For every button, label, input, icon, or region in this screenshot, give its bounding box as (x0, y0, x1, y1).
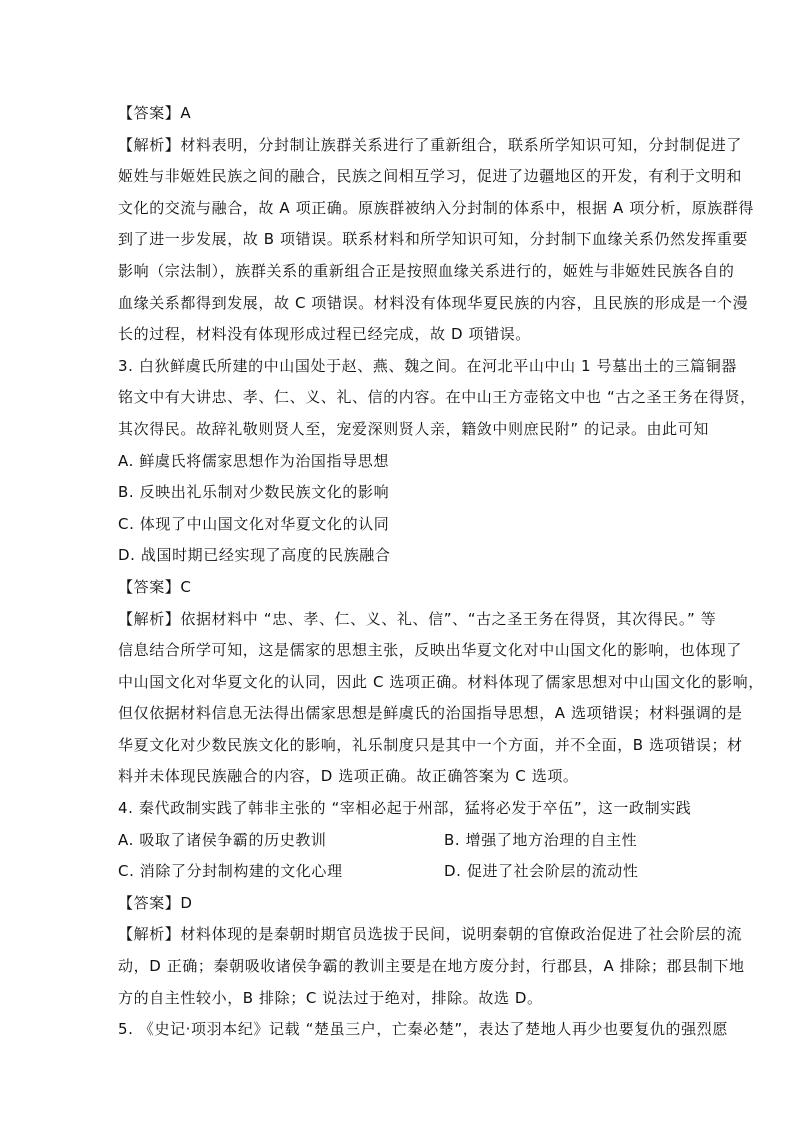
document-page (118, 98, 764, 1046)
q4-options-row-1 (118, 825, 678, 857)
q2-analysis-line-3: 文化的交流与融合，故 A 项正确。原族群被纳入分封制的体系中，根据 A 项分析，原族群得 (118, 198, 754, 217)
q4-analysis-line-1: 【解析】材料体现的是秦朝时期官员选拔于民间，说明秦朝的官僚政治促进了社会阶层的流 (118, 925, 743, 944)
q4-options-row-2 (118, 856, 678, 888)
q3-option-c: C. 体现了中山国文化对华夏文化的认同 (118, 514, 390, 533)
q4-stem: 4. 秦代政制实践了韩非主张的 “宰相必起于州部，猛将必发于卒伍”，这一政制实践 (118, 799, 692, 818)
q3-analysis-line-5: 华夏文化对少数民族文化的影响，礼乐制度只是其中一个方面，并不全面，B 选项错误；材 (118, 735, 743, 754)
q3-analysis-line-6: 料并未体现民族融合的内容，D 选项正确。故正确答案为 C 选项。 (118, 767, 579, 786)
q4-analysis-line-2: 动，D 正确；秦朝吸收诸侯争霸的教训主要是在地方废分封，行郡县，A 排除；郡县制下地 (118, 957, 745, 976)
q2-block (118, 98, 754, 351)
q3-analysis-line-1: 【解析】依据材料中 “忠、孝、仁、义、礼、信”、“古之圣王务在得贤，其次得民。” 等 (118, 609, 717, 628)
q3-analysis-line-3: 中山国文化对华夏文化的认同，因此 C 选项正确。材料体现了儒家思想对中山国文化的影响， (118, 672, 764, 691)
q4-block (118, 793, 745, 1014)
q2-answer: 【答案】A (118, 104, 192, 122)
q2-analysis-line-4: 到了进一步发展，故 B 项错误。联系材料和所学知识可知，分封制下血缘关系仍然发挥重要 (118, 230, 749, 249)
q3-option-b: B. 反映出礼乐制对少数民族文化的影响 (118, 483, 390, 502)
q2-analysis-line-2: 姬姓与非姬姓民族之间的融合，民族之间相互学习，促进了边疆地区的开发，有利于文明和 (118, 167, 743, 186)
q3-answer: 【答案】C (118, 577, 192, 596)
q2-analysis-line-7: 长的过程，材料没有体现形成过程已经完成，故 D 项错误。 (118, 325, 531, 344)
q3-analysis-line-2: 信息结合所学可知，这是儒家的思想主张，反映出华夏文化对中山国文化的影响，也体现了 (118, 641, 743, 660)
q3-option-d: D. 战国时期已经实现了高度的民族融合 (118, 546, 391, 565)
q2-analysis-line-6: 血缘关系都得到发展，故 C 项错误。材料没有体现华夏民族的内容，且民族的形成是一个漫 (118, 293, 749, 312)
q5-stem: 5. 《史记·项羽本纪》记载 “楚虽三户，亡秦必楚”，表达了楚地人再少也要复仇的强烈愿 (118, 1020, 728, 1039)
q4-option-c: C. 消除了分封制构建的文化心理 (118, 862, 343, 881)
q4-analysis-line-3: 方的自主性较小，B 排除；C 说法过于绝对，排除。故选 D。 (118, 988, 543, 1007)
q2-analysis-line-5: 影响（宗法制），族群关系的重新组合正是按照血缘关系进行的，姬姓与非姬姓民族各自的 (118, 261, 735, 280)
q5-block (118, 1014, 728, 1046)
q3-option-a: A. 鲜虞氏将儒家思想作为治国指导思想 (118, 451, 389, 470)
q3-stem-line-1: 3. 白狄鲜虞氏所建的中山国处于赵、燕、魏之间。在河北平山中山 1 号墓出土的三篇铜器 (118, 356, 737, 375)
q3-block (118, 351, 764, 793)
q2-analysis-line-1: 【解析】材料表明，分封制让族群关系进行了重新组合，联系所学知识可知，分封制促进了 (118, 135, 743, 154)
q4-option-b: B. 增强了地方治理的自主性 (444, 830, 638, 849)
q4-option-d: D. 促进了社会阶层的流动性 (444, 862, 639, 881)
q3-analysis-line-4: 但仅依据材料信息无法得出儒家思想是鲜虞氏的治国指导思想，A 选项错误；材料强调的是 (118, 704, 743, 723)
q3-stem-line-3: 其次得民。故辞礼敬则贤人至，宠爱深则贤人亲，籍敛中则庶民附” 的记录。由此可知 (118, 419, 709, 438)
q4-answer: 【答案】D (118, 893, 193, 912)
q3-stem-line-2: 铭文中有大讲忠、孝、仁、义、礼、信的内容。在中山王方壶铭文中也 “古之圣王务在得贤， (118, 388, 756, 407)
q4-option-a: A. 吸取了诸侯争霸的历史教训 (118, 830, 327, 849)
